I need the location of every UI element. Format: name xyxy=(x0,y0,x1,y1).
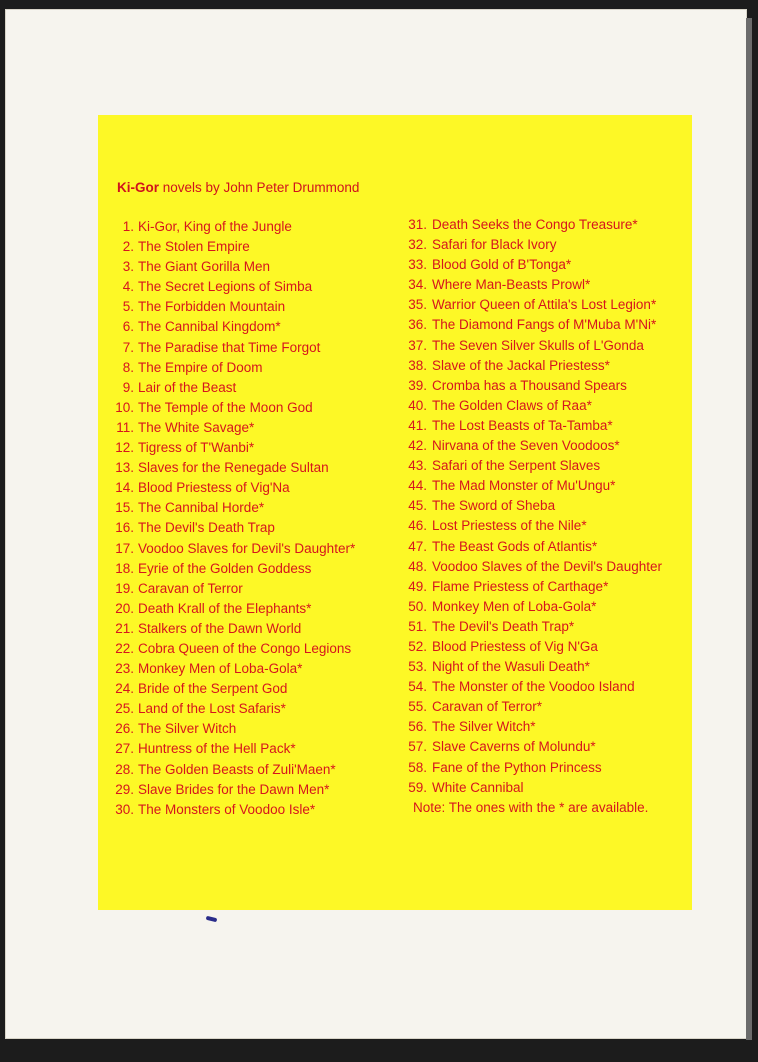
novel-list-item xyxy=(104,378,355,398)
novel-number: 50. xyxy=(408,598,427,614)
novel-number: 16. xyxy=(115,520,134,536)
novel-title: Tigress of T'Wanbi* xyxy=(138,440,255,456)
novel-title: The Temple of the Moon God xyxy=(138,399,313,415)
novel-title: Monkey Men of Loba-Gola* xyxy=(432,598,597,614)
novel-list-item xyxy=(404,557,662,577)
novel-list-item xyxy=(104,478,355,498)
novel-list-item xyxy=(104,579,355,599)
novel-number: 6. xyxy=(122,319,134,335)
book-spine-edge xyxy=(746,18,752,1040)
novel-title: The Cannibal Kingdom* xyxy=(138,319,281,335)
novel-title: Cromba has a Thousand Spears xyxy=(432,377,627,393)
novel-title: The Empire of Doom xyxy=(138,359,263,375)
novel-list-item xyxy=(104,679,355,699)
novel-list-item xyxy=(404,697,662,717)
novel-title: Night of the Wasuli Death* xyxy=(432,659,590,675)
novel-number: 20. xyxy=(115,600,134,616)
novel-number: 22. xyxy=(115,640,134,656)
novel-list-item xyxy=(104,217,355,237)
novel-number: 11. xyxy=(116,419,134,435)
novel-list-item xyxy=(404,376,662,396)
novel-title: Voodoo Slaves of the Devil's Daughter xyxy=(432,558,662,574)
novel-list-item xyxy=(104,398,355,418)
novel-number: 52. xyxy=(408,638,427,654)
novel-list-item xyxy=(404,295,662,315)
novel-number: 47. xyxy=(408,538,427,554)
novel-number: 9. xyxy=(122,379,134,395)
novel-number: 13. xyxy=(115,460,134,476)
novel-number: 29. xyxy=(115,781,134,797)
novel-title: Huntress of the Hell Pack* xyxy=(138,741,296,757)
novel-number: 17. xyxy=(115,540,134,556)
novel-title: Warrior Queen of Attila's Lost Legion* xyxy=(432,297,657,313)
novel-number: 12. xyxy=(115,440,134,456)
novel-number: 44. xyxy=(408,478,427,494)
novel-number: 42. xyxy=(408,438,427,454)
novel-title: Caravan of Terror xyxy=(138,580,243,596)
novel-list-item xyxy=(404,758,662,778)
novel-list-item xyxy=(404,235,662,255)
novel-title: Slave Brides for the Dawn Men* xyxy=(138,781,330,797)
novel-list-item xyxy=(104,237,355,257)
novel-list-item xyxy=(104,619,355,639)
novel-number: 33. xyxy=(408,257,427,273)
novel-number: 23. xyxy=(115,661,134,677)
novel-list-item xyxy=(404,456,662,476)
novel-title: Death Krall of the Elephants* xyxy=(138,600,312,616)
novel-list-item xyxy=(404,537,662,557)
novel-title: Safari of the Serpent Slaves xyxy=(432,458,601,474)
novel-number: 26. xyxy=(115,721,134,737)
novel-number: 38. xyxy=(408,357,427,373)
novel-list-item xyxy=(104,699,355,719)
novel-list-item xyxy=(104,800,355,820)
novel-list-item xyxy=(404,215,662,235)
novel-list-item xyxy=(104,659,355,679)
novel-title: The Golden Claws of Raa* xyxy=(432,397,592,413)
novel-list-item xyxy=(404,315,662,335)
novel-list-item xyxy=(104,438,355,458)
novel-title: The Silver Witch* xyxy=(432,719,536,735)
novel-title: Bride of the Serpent God xyxy=(138,681,288,697)
novel-list-item xyxy=(404,516,662,536)
novel-number: 55. xyxy=(408,699,427,715)
novel-list-item xyxy=(104,297,355,317)
novel-list-item xyxy=(404,677,662,697)
series-name: Ki-Gor xyxy=(117,180,159,195)
novel-number: 46. xyxy=(408,518,427,534)
novel-list-item xyxy=(104,358,355,378)
novel-number: 10. xyxy=(115,399,134,415)
novel-number: 56. xyxy=(408,719,427,735)
novel-number: 15. xyxy=(115,500,134,516)
novel-number: 7. xyxy=(122,339,134,355)
novel-list-item xyxy=(104,639,355,659)
novel-list-item xyxy=(404,336,662,356)
novel-title: The Forbidden Mountain xyxy=(138,299,286,315)
novel-title: Lost Priestess of the Nile* xyxy=(432,518,587,534)
novel-title: The Sword of Sheba xyxy=(432,498,556,514)
novel-list-item xyxy=(404,737,662,757)
novel-list-item xyxy=(104,418,355,438)
novel-title: Death Seeks the Congo Treasure* xyxy=(432,217,638,232)
novel-number: 58. xyxy=(408,759,427,775)
novel-title: Safari for Black Ivory xyxy=(432,237,557,253)
novel-number: 21. xyxy=(115,620,134,636)
novel-number: 41. xyxy=(408,417,427,433)
novel-list-item xyxy=(104,780,355,800)
novel-title: Caravan of Terror* xyxy=(432,699,543,715)
novel-list-item xyxy=(104,739,355,759)
novel-number: 31. xyxy=(408,217,427,232)
novel-list-item xyxy=(404,476,662,496)
list-heading xyxy=(117,180,359,195)
novel-number: 59. xyxy=(408,779,427,795)
novel-list-item xyxy=(404,637,662,657)
novel-title: Slaves for the Renegade Sultan xyxy=(138,460,329,476)
novel-list-item xyxy=(404,778,662,798)
novel-list-item xyxy=(104,719,355,739)
novel-list-item xyxy=(104,317,355,337)
novel-number: 43. xyxy=(408,458,427,474)
novel-number: 36. xyxy=(408,317,427,333)
novel-number: 34. xyxy=(408,277,427,293)
novel-list-item xyxy=(404,577,662,597)
novel-number: 45. xyxy=(408,498,427,514)
novel-number: 37. xyxy=(408,337,427,353)
novel-list-item xyxy=(404,597,662,617)
novel-number: 25. xyxy=(115,701,134,717)
novel-number: 40. xyxy=(408,397,427,413)
novel-list-item xyxy=(104,458,355,478)
novel-list-item xyxy=(404,416,662,436)
novel-title: Blood Priestess of Vig'Na xyxy=(138,480,290,496)
novel-list-item xyxy=(104,277,355,297)
novel-list-item xyxy=(404,657,662,677)
novel-title: Land of the Lost Safaris* xyxy=(138,701,286,717)
novel-number: 4. xyxy=(122,279,134,295)
novel-title: The Paradise that Time Forgot xyxy=(138,339,321,355)
novel-title: The Golden Beasts of Zuli'Maen* xyxy=(138,761,336,777)
novel-number: 48. xyxy=(408,558,427,574)
novel-number: 19. xyxy=(115,580,134,596)
novel-number: 2. xyxy=(122,239,134,255)
novel-number: 8. xyxy=(122,359,134,375)
novel-number: 24. xyxy=(115,681,134,697)
novel-title: The Devil's Death Trap xyxy=(138,520,275,536)
novel-list-left xyxy=(104,217,355,820)
novel-title: The Lost Beasts of Ta-Tamba* xyxy=(432,417,613,433)
novel-list-item xyxy=(404,255,662,275)
novel-number: 5. xyxy=(122,299,134,315)
novel-title: Flame Priestess of Carthage* xyxy=(432,578,609,594)
novel-list-item xyxy=(404,396,662,416)
novel-title: The Giant Gorilla Men xyxy=(138,259,271,275)
novel-list-item xyxy=(404,717,662,737)
novel-title: Monkey Men of Loba-Gola* xyxy=(138,661,303,677)
novel-list-item xyxy=(104,539,355,559)
novel-list-item xyxy=(104,518,355,538)
novel-number: 1. xyxy=(122,219,134,234)
novel-title: Blood Priestess of Vig N'Ga xyxy=(432,638,598,654)
novel-title: Fane of the Python Princess xyxy=(432,759,602,775)
availability-note: Note: The ones with the * are available. xyxy=(413,800,649,815)
novel-title: Cobra Queen of the Congo Legions xyxy=(138,640,352,656)
novel-title: The Monsters of Voodoo Isle* xyxy=(138,801,316,817)
novel-list-item xyxy=(104,498,355,518)
novel-number: 53. xyxy=(408,659,427,675)
novel-list-item xyxy=(104,257,355,277)
novel-number: 57. xyxy=(408,739,427,755)
novel-title: The Diamond Fangs of M'Muba M'Ni* xyxy=(432,317,657,333)
novel-title: White Cannibal xyxy=(432,779,524,795)
novel-title: Where Man-Beasts Prowl* xyxy=(432,277,591,293)
novel-list-item xyxy=(104,599,355,619)
novel-list-right xyxy=(404,215,662,798)
novel-title: The Beast Gods of Atlantis* xyxy=(432,538,598,554)
novel-number: 28. xyxy=(115,761,134,777)
novel-number: 3. xyxy=(122,259,134,275)
novel-title: The Secret Legions of Simba xyxy=(138,279,313,295)
novel-list-item xyxy=(104,760,355,780)
novel-title: The Monster of the Voodoo Island xyxy=(432,679,635,695)
novel-number: 51. xyxy=(408,618,427,634)
novel-title: The Silver Witch xyxy=(138,721,237,737)
novel-title: The Mad Monster of Mu'Ungu* xyxy=(432,478,616,494)
novel-list-item xyxy=(404,436,662,456)
novel-number: 27. xyxy=(115,741,134,757)
novel-title: Lair of the Beast xyxy=(138,379,237,395)
novel-number: 39. xyxy=(408,377,427,393)
novel-number: 30. xyxy=(115,801,134,817)
novel-title: Slave Caverns of Molundu* xyxy=(432,739,596,755)
novel-list-item xyxy=(104,338,355,358)
novel-number: 14. xyxy=(115,480,134,496)
novel-title: Ki-Gor, King of the Jungle xyxy=(138,219,292,234)
novel-number: 35. xyxy=(408,297,427,313)
novel-list-item xyxy=(404,496,662,516)
novel-title: The White Savage* xyxy=(138,419,255,435)
novel-number: 54. xyxy=(408,679,427,695)
novel-number: 49. xyxy=(408,578,427,594)
novel-title: The Stolen Empire xyxy=(138,239,250,255)
novel-title: The Cannibal Horde* xyxy=(138,500,265,516)
novel-title: The Seven Silver Skulls of L'Gonda xyxy=(432,337,644,353)
novel-title: Nirvana of the Seven Voodoos* xyxy=(432,438,620,454)
novel-title: Eyrie of the Golden Goddess xyxy=(138,560,312,576)
heading-author: novels by John Peter Drummond xyxy=(159,180,360,195)
novel-title: Blood Gold of B'Tonga* xyxy=(432,257,572,273)
novel-list-item xyxy=(404,617,662,637)
novel-list-item xyxy=(404,275,662,295)
novel-title: Slave of the Jackal Priestess* xyxy=(432,357,610,373)
novel-list-item xyxy=(104,559,355,579)
novel-title: Voodoo Slaves for Devil's Daughter* xyxy=(138,540,356,556)
novel-title: The Devil's Death Trap* xyxy=(432,618,575,634)
novel-number: 18. xyxy=(115,560,134,576)
novel-list-item xyxy=(404,356,662,376)
novel-number: 32. xyxy=(408,237,427,253)
novel-title: Stalkers of the Dawn World xyxy=(138,620,302,636)
